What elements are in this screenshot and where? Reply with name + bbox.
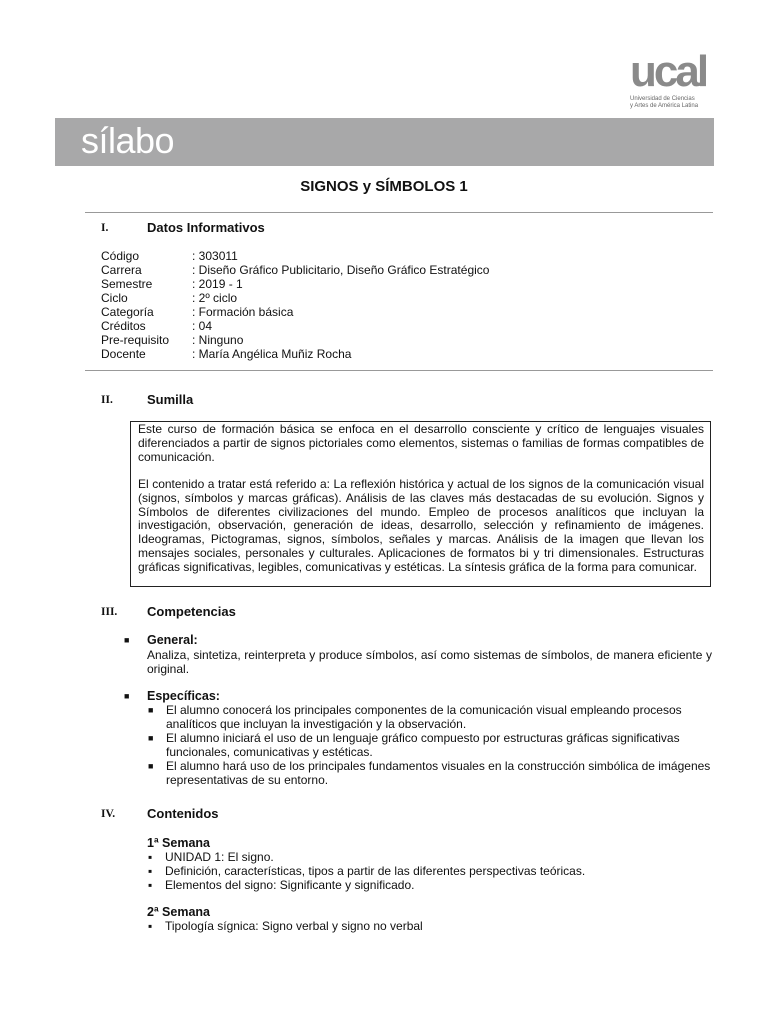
banner-title: sílabo	[81, 120, 175, 161]
week-2-list	[147, 919, 423, 933]
list-item	[147, 878, 585, 892]
bullet-icon: ■	[148, 760, 154, 771]
info-row	[101, 263, 489, 277]
list-item-text: UNIDAD 1: El signo.	[165, 850, 274, 864]
section-3-title: Competencias	[147, 604, 236, 619]
list-item-text: El alumno iniciará el uso de un lenguaje gráfico compuesto por estructuras gráficas significativas funcionales, comunicativas y estéticas.	[166, 730, 680, 759]
list-item	[147, 919, 423, 933]
list-item	[147, 760, 715, 788]
sumilla-box	[130, 421, 711, 587]
bullet-icon: ■	[148, 732, 154, 743]
list-item-text: El alumno conocerá los principales componentes de la comunicación visual empleando procesos analíticos que incluyan la investigación y la observación.	[166, 703, 682, 731]
especificas-list	[147, 704, 715, 787]
bullet-icon: ■	[148, 705, 154, 715]
list-item-text: Definición, características, tipos a partir de las diferentes perspectivas teóricas.	[165, 864, 586, 879]
info-value: : 04	[192, 319, 213, 333]
bullet-icon: ▪	[148, 850, 153, 864]
info-key: Créditos	[101, 319, 146, 333]
week-2-title: 2ª Semana	[147, 905, 210, 919]
sumilla-paragraph-1: Este curso de formación básica se enfoca en el desarrollo consciente y crítico de lenguajes visuales diferenciados a partir de signos pictoriales como elementos, sistemas o familias de formas compatibles de comunicación.	[138, 422, 704, 464]
info-key: Categoría	[101, 305, 154, 319]
info-key: Código	[101, 249, 140, 263]
list-item-text: Tipología sígnica: Signo verbal y signo no verbal	[165, 919, 423, 933]
divider	[85, 370, 713, 371]
bullet-icon: ▪	[148, 878, 153, 893]
info-table	[101, 249, 489, 361]
info-row	[101, 291, 489, 305]
list-item	[147, 864, 585, 878]
info-row	[101, 277, 489, 291]
section-1-number: I.	[101, 222, 109, 234]
info-key: Semestre	[101, 277, 153, 291]
section-3-number: III.	[101, 606, 118, 618]
week-1-title: 1ª Semana	[147, 836, 210, 850]
list-item-text: El alumno hará uso de los principales fundamentos visuales en la construcción simbólica de imágenes representativas de su entorno.	[166, 758, 711, 787]
logo-caption	[630, 96, 710, 110]
bullet-icon: ■	[124, 635, 130, 645]
info-value: : María Angélica Muñiz Rocha	[192, 347, 352, 361]
especificas-heading: Específicas:	[147, 689, 220, 703]
list-item	[147, 850, 585, 864]
info-key: Carrera	[101, 263, 142, 277]
list-item	[147, 704, 715, 732]
info-row	[101, 347, 489, 361]
ucal-logo	[630, 47, 710, 110]
section-2-number: II.	[101, 394, 113, 406]
info-row	[101, 333, 489, 347]
document-title: SIGNOS y SÍMBOLOS 1	[300, 178, 468, 195]
general-text: Analiza, sintetiza, reinterpreta y produce símbolos, así como sistemas de símbolos, de manera eficiente y original.	[147, 648, 712, 676]
list-item	[147, 732, 715, 760]
ucal-logo-mark	[630, 47, 710, 96]
info-value: : 2019 - 1	[192, 277, 243, 291]
info-value: : Formación básica	[192, 305, 294, 319]
bullet-icon: ▪	[148, 919, 153, 933]
info-value: : 2º ciclo	[192, 291, 238, 305]
bullet-icon: ■	[124, 691, 130, 701]
logo-caption-line2: y Artes de América Latina	[630, 103, 699, 109]
info-row	[101, 249, 489, 263]
info-key: Ciclo	[101, 291, 128, 305]
info-key: Pre-requisito	[101, 333, 170, 347]
week-1-list	[147, 850, 585, 893]
section-4-number: IV.	[101, 808, 116, 820]
general-heading: General:	[147, 633, 198, 647]
divider	[85, 212, 713, 213]
info-value: : Ninguno	[192, 333, 244, 347]
info-value: : 303011	[192, 249, 238, 263]
section-1-title: Datos Informativos	[147, 220, 265, 235]
info-value: : Diseño Gráfico Publicitario, Diseño Gráfico Estratégico	[192, 263, 490, 277]
logo-mark-text: ucal	[630, 47, 707, 96]
list-item-text: Elementos del signo: Significante y significado.	[165, 878, 415, 893]
section-2-title: Sumilla	[147, 392, 194, 407]
logo-caption-line1: Universidad de Ciencias	[630, 96, 695, 102]
section-4-title: Contenidos	[147, 806, 219, 821]
info-row	[101, 305, 489, 319]
silabo-banner	[55, 118, 714, 166]
sumilla-paragraph-2: El contenido a tratar está referido a: La reflexión histórica y actual de los signos de la comunicación visual (signos, símbolos y marcas gráficas). Análisis de las claves más destacadas de su evolución. Signos y Símbolos de diferentes civilizaciones del mundo. Empleo de procesos analíticos que incluyan la investigación, observación, generación de ideas, desarrollo, selección y refinamiento de imágenes. Ideogramas, Pictogramas, signos, símbolos, señales y marcas. Análisis de la imagen que llevan los mensajes sociales, personales y culturales. Aplicaciones de formatos bi y tri dimensionales. Estructuras gráficas significativas, legibles, comunicativas y estéticas. La síntesis gráfica de la forma para comunicar.	[138, 476, 704, 575]
info-row	[101, 319, 489, 333]
info-key: Docente	[101, 347, 146, 361]
bullet-icon: ▪	[148, 864, 153, 879]
